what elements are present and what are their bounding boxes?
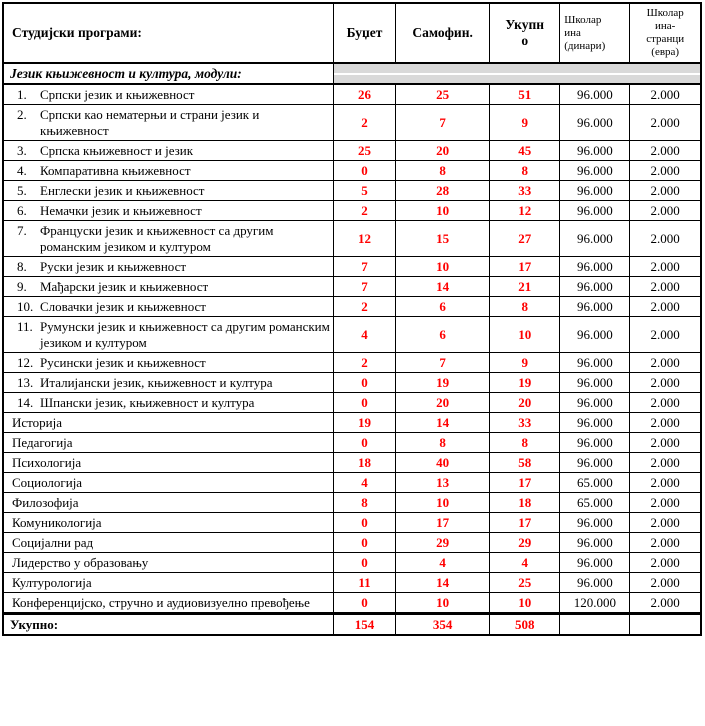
program-name: Француски језик и књижевност са другим романским језиком и културом — [40, 222, 274, 254]
col-header-total — [490, 3, 560, 63]
program-number: 10. — [17, 298, 34, 314]
tuition-rsd-value: 96.000 — [560, 201, 630, 221]
budget-value: 0 — [333, 593, 395, 614]
total-value: 8 — [490, 433, 560, 453]
budget-value: 26 — [333, 84, 395, 105]
total-tuition-rsd-value — [560, 614, 630, 636]
tuition-eur-value: 2.000 — [630, 413, 701, 433]
tuition-rsd-value: 96.000 — [560, 141, 630, 161]
self-financed-value: 10 — [396, 593, 490, 614]
program-number: 11. — [17, 318, 33, 334]
total-label: Укупно: — [3, 614, 333, 636]
tuition-rsd-value: 96.000 — [560, 161, 630, 181]
program-name: Италијански језик, књижевност и култура — [40, 374, 273, 390]
program-name-cell — [3, 553, 333, 573]
program-number: 9. — [17, 278, 27, 294]
budget-value: 2 — [333, 353, 395, 373]
program-row — [3, 84, 701, 105]
tuition-eur-value: 2.000 — [630, 393, 701, 413]
program-name-cell — [3, 297, 333, 317]
col-header-tuition-rsd — [560, 3, 630, 63]
col-header-programs: Студијски програми: — [3, 3, 333, 63]
total-value: 29 — [490, 533, 560, 553]
tuition-rsd-value: 96.000 — [560, 413, 630, 433]
program-number: 14. — [17, 394, 34, 410]
tuition-rsd-value: 96.000 — [560, 297, 630, 317]
program-name-cell — [3, 573, 333, 593]
program-name: Компаративна књижевност — [40, 162, 191, 178]
self-financed-value: 19 — [396, 373, 490, 393]
tuition-eur-value: 2.000 — [630, 373, 701, 393]
budget-value: 5 — [333, 181, 395, 201]
col-header-self-financed: Самофин. — [396, 3, 490, 63]
total-value: 19 — [490, 373, 560, 393]
total-value: 25 — [490, 573, 560, 593]
tuition-rsd-value: 96.000 — [560, 105, 630, 141]
total-value: 33 — [490, 181, 560, 201]
program-name: Комуникологија — [12, 514, 102, 530]
self-financed-value: 7 — [396, 105, 490, 141]
budget-value: 4 — [333, 317, 395, 353]
total-value: 17 — [490, 513, 560, 533]
program-name-cell — [3, 181, 333, 201]
program-row — [3, 221, 701, 257]
tuition-eur-value: 2.000 — [630, 221, 701, 257]
tuition-rsd-value: 96.000 — [560, 553, 630, 573]
program-row — [3, 353, 701, 373]
program-name: Психологија — [12, 454, 82, 470]
tuition-eur-value: 2.000 — [630, 161, 701, 181]
program-name-cell — [3, 393, 333, 413]
program-row — [3, 257, 701, 277]
program-name-cell — [3, 277, 333, 297]
budget-value: 7 — [333, 277, 395, 297]
program-name: Румунски језик и књижевност са другим романским језиком и културом — [40, 318, 330, 350]
total-value: 10 — [490, 593, 560, 614]
budget-value: 25 — [333, 141, 395, 161]
program-row — [3, 453, 701, 473]
total-value: 10 — [490, 317, 560, 353]
program-name-cell — [3, 161, 333, 181]
tuition-rsd-value: 96.000 — [560, 533, 630, 553]
tuition-eur-value: 2.000 — [630, 257, 701, 277]
section-row — [3, 63, 701, 84]
total-value: 8 — [490, 161, 560, 181]
tuition-eur-value: 2.000 — [630, 353, 701, 373]
budget-value: 12 — [333, 221, 395, 257]
col-header-tuition-eur-line2: ина- — [655, 20, 676, 32]
program-name: Српска књижевност и језик — [40, 142, 194, 158]
program-row — [3, 393, 701, 413]
col-header-total-line2: о — [521, 33, 529, 48]
program-name-cell — [3, 353, 333, 373]
program-name: Русински језик и књижевност — [40, 354, 206, 370]
program-name: Лидерство у образовању — [12, 554, 149, 570]
total-value: 21 — [490, 277, 560, 297]
tuition-rsd-value: 96.000 — [560, 353, 630, 373]
total-value: 33 — [490, 413, 560, 433]
total-budget-value: 154 — [333, 614, 395, 636]
budget-value: 8 — [333, 493, 395, 513]
self-financed-value: 8 — [396, 433, 490, 453]
tuition-eur-value: 2.000 — [630, 84, 701, 105]
tuition-rsd-value: 65.000 — [560, 493, 630, 513]
budget-value: 0 — [333, 553, 395, 573]
program-number: 5. — [17, 182, 27, 198]
program-name: Културологија — [12, 574, 92, 590]
self-financed-value: 40 — [396, 453, 490, 473]
program-name: Социологија — [12, 474, 83, 490]
program-number: 3. — [17, 142, 27, 158]
program-name-cell — [3, 493, 333, 513]
tuition-eur-value: 2.000 — [630, 573, 701, 593]
tuition-rsd-value: 96.000 — [560, 373, 630, 393]
tuition-rsd-value: 96.000 — [560, 433, 630, 453]
tuition-eur-value: 2.000 — [630, 513, 701, 533]
program-name-cell — [3, 373, 333, 393]
tuition-rsd-value: 96.000 — [560, 393, 630, 413]
self-financed-value: 29 — [396, 533, 490, 553]
program-name-cell — [3, 453, 333, 473]
program-row — [3, 297, 701, 317]
budget-value: 18 — [333, 453, 395, 473]
col-header-tuition-eur-line3: странци — [646, 33, 685, 45]
tuition-rsd-value: 120.000 — [560, 593, 630, 614]
col-header-budget: Буџет — [333, 3, 395, 63]
tuition-rsd-value: 96.000 — [560, 257, 630, 277]
program-number: 12. — [17, 354, 34, 370]
program-name: Српски као нематерњи и страни језик и књижевност — [40, 106, 260, 138]
program-row — [3, 533, 701, 553]
col-header-tuition-rsd-line3: (динари) — [564, 39, 606, 52]
program-row — [3, 493, 701, 513]
self-financed-value: 14 — [396, 277, 490, 297]
tuition-eur-value: 2.000 — [630, 201, 701, 221]
program-number: 7. — [17, 222, 27, 238]
section-gray-band — [333, 63, 701, 84]
budget-value: 0 — [333, 533, 395, 553]
program-row — [3, 277, 701, 297]
program-name-cell — [3, 84, 333, 105]
tuition-rsd-value: 96.000 — [560, 513, 630, 533]
program-name: Шпански језик, књижевност и култура — [40, 394, 255, 410]
budget-value: 2 — [333, 105, 395, 141]
program-name: Филозофија — [12, 494, 79, 510]
tuition-eur-value: 2.000 — [630, 453, 701, 473]
total-self-financed-value: 354 — [396, 614, 490, 636]
total-value: 51 — [490, 84, 560, 105]
self-financed-value: 10 — [396, 493, 490, 513]
tuition-rsd-value: 96.000 — [560, 181, 630, 201]
program-row — [3, 473, 701, 493]
program-name: Историја — [12, 414, 63, 430]
col-header-tuition-eur-line4: (евра) — [651, 46, 680, 58]
program-name: Руски језик и књижевност — [40, 258, 187, 274]
tuition-rsd-value: 65.000 — [560, 473, 630, 493]
self-financed-value: 14 — [396, 573, 490, 593]
self-financed-value: 4 — [396, 553, 490, 573]
tuition-eur-value: 2.000 — [630, 553, 701, 573]
col-header-tuition-eur — [630, 3, 701, 63]
gray-stripe — [334, 75, 700, 83]
program-number: 13. — [17, 374, 34, 390]
self-financed-value: 25 — [396, 84, 490, 105]
col-header-tuition-rsd-line2: ина — [564, 26, 581, 39]
self-financed-value: 10 — [396, 201, 490, 221]
total-value: 27 — [490, 221, 560, 257]
program-name: Словачки језик и књижевност — [40, 298, 206, 314]
self-financed-value: 20 — [396, 141, 490, 161]
total-value: 20 — [490, 393, 560, 413]
program-name-cell — [3, 141, 333, 161]
program-name-cell — [3, 513, 333, 533]
budget-value: 2 — [333, 297, 395, 317]
budget-value: 0 — [333, 161, 395, 181]
self-financed-value: 28 — [396, 181, 490, 201]
self-financed-value: 10 — [396, 257, 490, 277]
program-name-cell — [3, 433, 333, 453]
program-row — [3, 161, 701, 181]
total-row — [3, 614, 701, 636]
tuition-eur-value: 2.000 — [630, 533, 701, 553]
col-header-tuition-eur-line1: Школар — [646, 7, 684, 19]
program-name: Социјални рад — [12, 534, 94, 550]
total-value: 45 — [490, 141, 560, 161]
self-financed-value: 14 — [396, 413, 490, 433]
total-value: 17 — [490, 257, 560, 277]
tuition-rsd-value: 96.000 — [560, 317, 630, 353]
program-name: Енглески језик и књижевност — [40, 182, 205, 198]
program-row — [3, 433, 701, 453]
total-value: 12 — [490, 201, 560, 221]
budget-value: 4 — [333, 473, 395, 493]
total-value: 8 — [490, 297, 560, 317]
tuition-eur-value: 2.000 — [630, 141, 701, 161]
budget-value: 7 — [333, 257, 395, 277]
tuition-eur-value: 2.000 — [630, 473, 701, 493]
budget-value: 2 — [333, 201, 395, 221]
program-row — [3, 317, 701, 353]
program-name-cell — [3, 533, 333, 553]
tuition-eur-value: 2.000 — [630, 317, 701, 353]
program-number: 4. — [17, 162, 27, 178]
program-row — [3, 373, 701, 393]
budget-value: 11 — [333, 573, 395, 593]
program-row — [3, 573, 701, 593]
tuition-rsd-value: 96.000 — [560, 453, 630, 473]
program-number: 2. — [17, 106, 27, 122]
total-value: 58 — [490, 453, 560, 473]
program-row — [3, 593, 701, 614]
budget-value: 19 — [333, 413, 395, 433]
program-name-cell — [3, 221, 333, 257]
self-financed-value: 20 — [396, 393, 490, 413]
tuition-rsd-value: 96.000 — [560, 221, 630, 257]
program-name: Педагогија — [12, 434, 73, 450]
tuition-eur-value: 2.000 — [630, 297, 701, 317]
budget-value: 0 — [333, 433, 395, 453]
program-row — [3, 105, 701, 141]
program-name-cell — [3, 317, 333, 353]
program-name-cell — [3, 105, 333, 141]
col-header-tuition-rsd-line1: Школар — [564, 13, 602, 26]
total-value: 9 — [490, 105, 560, 141]
total-value: 18 — [490, 493, 560, 513]
program-name-cell — [3, 201, 333, 221]
program-name-cell — [3, 593, 333, 614]
total-tuition-eur-value — [630, 614, 701, 636]
budget-value: 0 — [333, 373, 395, 393]
header-row — [3, 3, 701, 63]
tuition-eur-value: 2.000 — [630, 277, 701, 297]
program-row — [3, 181, 701, 201]
program-name: Мађарски језик и књижевност — [40, 278, 209, 294]
program-number: 8. — [17, 258, 27, 274]
program-row — [3, 141, 701, 161]
program-name: Конференцијско, стручно и аудиовизуелно превођење — [12, 594, 310, 610]
program-number: 1. — [17, 86, 27, 102]
total-value: 17 — [490, 473, 560, 493]
budget-value: 0 — [333, 393, 395, 413]
gray-stripe — [334, 64, 700, 73]
program-name-cell — [3, 257, 333, 277]
self-financed-value: 6 — [396, 297, 490, 317]
program-name: Српски језик и књижевност — [40, 86, 195, 102]
col-header-total-line1: Укупн — [505, 17, 545, 32]
budget-value: 0 — [333, 513, 395, 533]
section-title: Језик књижевност и култура, модули: — [3, 63, 333, 84]
enrollment-table — [2, 2, 702, 636]
tuition-eur-value: 2.000 — [630, 433, 701, 453]
program-name-cell — [3, 413, 333, 433]
self-financed-value: 13 — [396, 473, 490, 493]
tuition-eur-value: 2.000 — [630, 105, 701, 141]
total-total-value: 508 — [490, 614, 560, 636]
program-name: Немачки језик и књижевност — [40, 202, 202, 218]
tuition-eur-value: 2.000 — [630, 493, 701, 513]
self-financed-value: 6 — [396, 317, 490, 353]
self-financed-value: 8 — [396, 161, 490, 181]
program-number: 6. — [17, 202, 27, 218]
self-financed-value: 17 — [396, 513, 490, 533]
program-row — [3, 413, 701, 433]
self-financed-value: 15 — [396, 221, 490, 257]
total-value: 4 — [490, 553, 560, 573]
program-name-cell — [3, 473, 333, 493]
tuition-rsd-value: 96.000 — [560, 277, 630, 297]
program-row — [3, 201, 701, 221]
tuition-rsd-value: 96.000 — [560, 573, 630, 593]
program-row — [3, 513, 701, 533]
self-financed-value: 7 — [396, 353, 490, 373]
tuition-rsd-value: 96.000 — [560, 84, 630, 105]
tuition-eur-value: 2.000 — [630, 181, 701, 201]
total-value: 9 — [490, 353, 560, 373]
program-row — [3, 553, 701, 573]
tuition-eur-value: 2.000 — [630, 593, 701, 614]
